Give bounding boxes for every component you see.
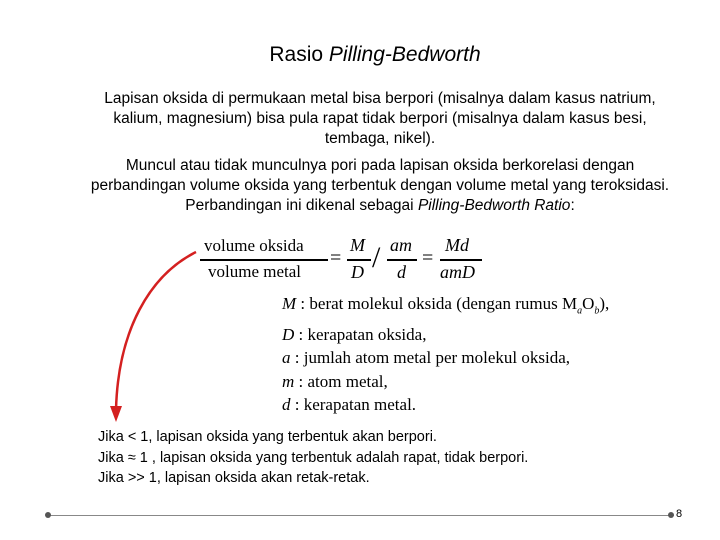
formula-equals-1: = xyxy=(330,247,342,269)
formula-slash: / xyxy=(372,241,381,274)
footer-divider xyxy=(48,515,674,516)
formula-f2-denominator: d xyxy=(397,262,406,282)
paragraph-ratio-end: : xyxy=(570,197,575,214)
paragraph-ratio-main: Muncul atau tidak munculnya pori pada lapisan oksida berkorelasi dengan perbandingan volume oksida yang terbentuk dengan volume metal yang teroksidasi. Perbandingan ini dikenal sebagai xyxy=(90,157,670,214)
definition-end: ), xyxy=(599,294,610,313)
formula-f1-numerator: M xyxy=(350,235,365,255)
formula-f2-numerator: am xyxy=(390,235,412,255)
arrow-head xyxy=(110,406,122,422)
definition-subscript-a: a xyxy=(577,305,583,317)
ratio-much-greater-than-one: Jika >> 1, lapisan oksida akan retak-retak. xyxy=(98,470,370,486)
definition-text: : kerapatan metal. xyxy=(290,395,417,415)
definition-symbol: a xyxy=(282,348,291,368)
formula-lhs-numerator: volume oksida xyxy=(204,236,304,255)
definition-symbol: D xyxy=(282,324,295,344)
ratio-approx-one: Jika ≈ 1 , lapisan oksida yang terbentuk adalah rapat, tidak berpori. xyxy=(98,449,529,466)
formula-f1-denominator: D xyxy=(351,262,364,282)
definition-text: : jumlah atom metal per molekul oksida, xyxy=(290,348,570,368)
footer-dot-left xyxy=(45,512,51,518)
ratio-less-than-one: Jika < 1, lapisan oksida yang terbentuk akan berpori. xyxy=(98,429,437,445)
paragraph-porosity: Lapisan oksida di permukaan metal bisa berpori (misalnya dalam kasus natrium, kalium, magnesium) bisa pula rapat tidak berpori (misalnya dalam kasus besi, tembaga, nikel). xyxy=(104,90,656,147)
title-italic: Pilling-Bedworth xyxy=(328,43,481,66)
definition-subscript-b: b xyxy=(594,305,600,317)
footer-dot-right xyxy=(668,512,674,518)
definition-text: : atom metal, xyxy=(294,371,388,391)
definition-oxygen: O xyxy=(582,294,595,313)
page-number: 8 xyxy=(676,508,683,520)
definition-text: : kerapatan oksida, xyxy=(294,324,427,344)
paragraph-ratio-term: Pilling-Bedworth Ratio xyxy=(417,197,571,214)
definition-symbol: m xyxy=(282,371,295,391)
definition-text: : berat molekul oksida (dengan rumus M xyxy=(296,294,578,313)
formula-f3-numerator: Md xyxy=(445,235,469,255)
definition-symbol: M xyxy=(282,294,297,313)
arrow-curve xyxy=(116,252,196,410)
formula-f3-denominator: amD xyxy=(440,262,475,282)
formula-lhs-denominator: volume metal xyxy=(208,262,302,281)
formula-equals-2: = xyxy=(422,247,434,269)
definition-symbol: d xyxy=(282,395,291,415)
title-prefix: Rasio xyxy=(269,43,329,66)
